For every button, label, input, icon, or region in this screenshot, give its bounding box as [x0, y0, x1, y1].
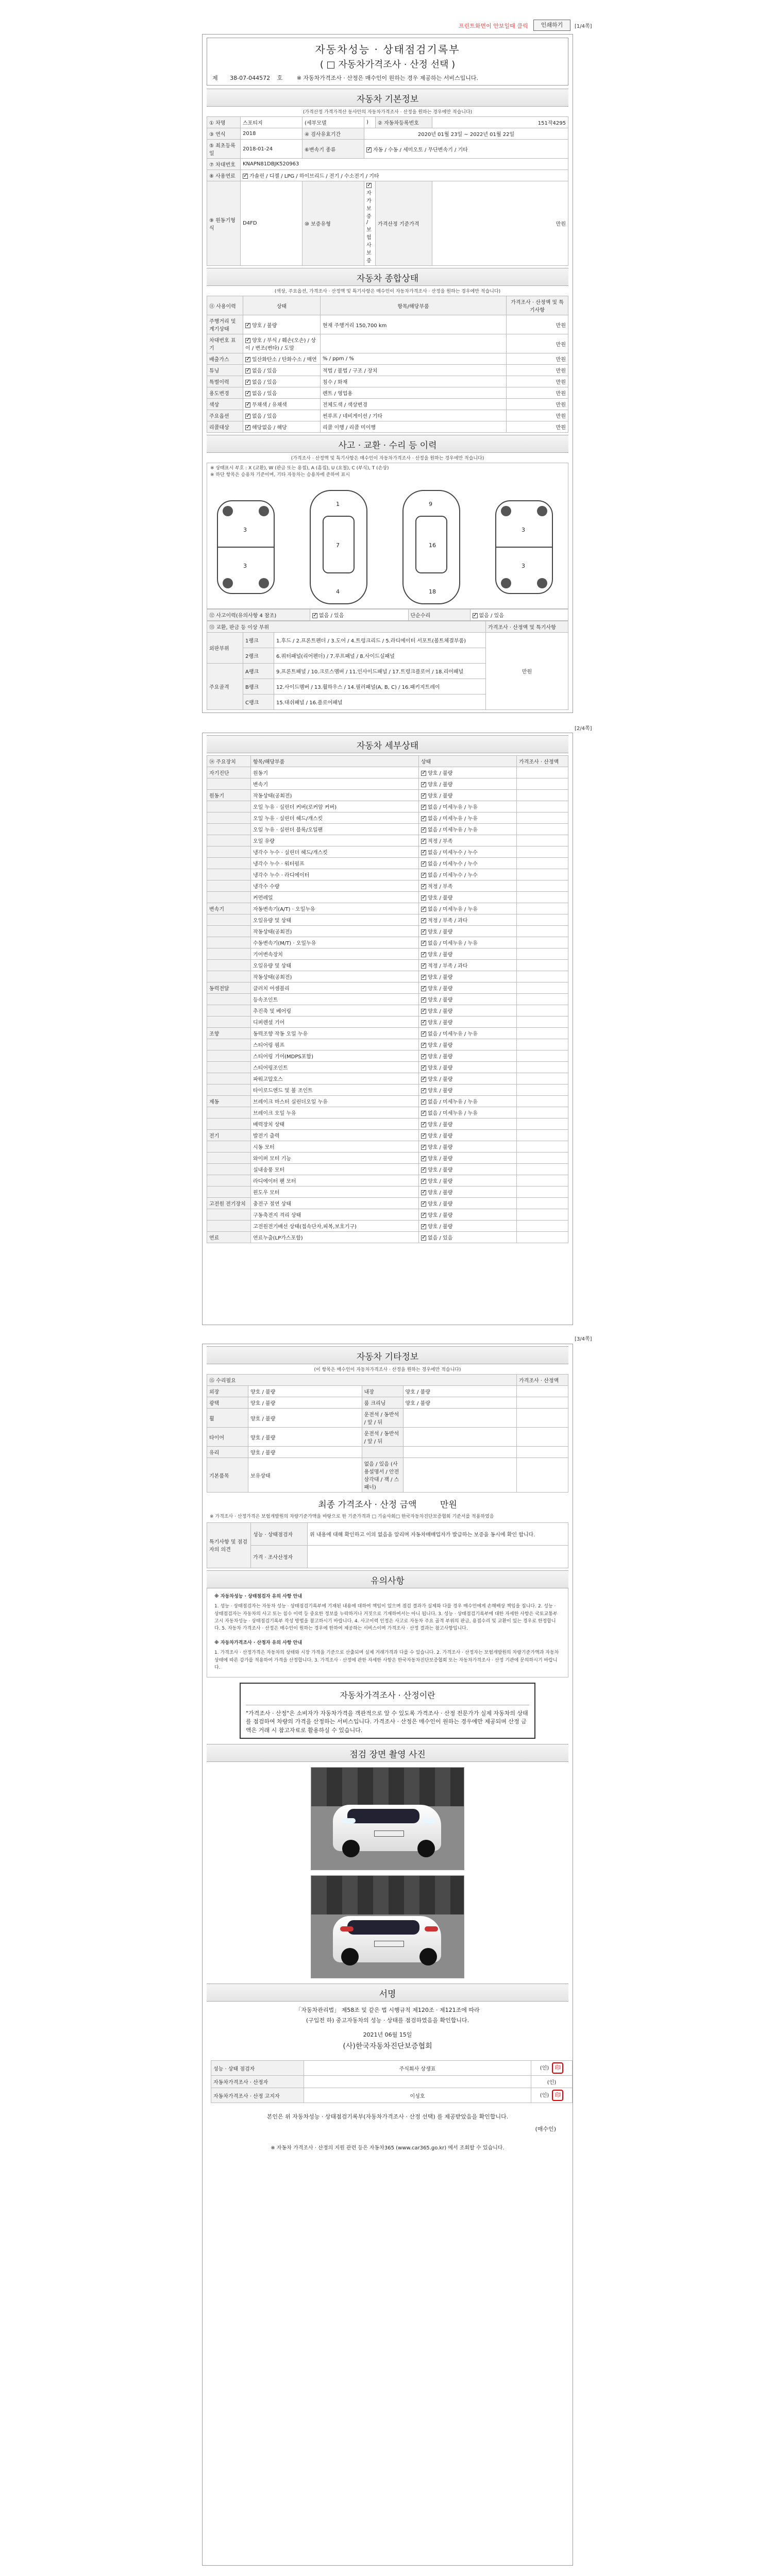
status-row: 차대번호 표기 ✓양호 / 부식 / 훼손(오손) / 상이 / 변조(변타) / 도말 만원 — [207, 334, 568, 353]
detail-state-checkbox[interactable] — [421, 771, 426, 776]
basic-info-table: ① 차명 스포티지 (세부모델 ) ② 자동차등록번호 151작4295 ③ 연식 2018 ④ 검사유효기간 2020년 01월 23일 ~ 2022년 01월 22일 ⑤ 최초등록일 2018-01-24 ⑥변속기 종류 ✓ 자동 / 수동 / 세미오토 / 무단변속기 / 기타 ⑦ 차대번호 KNAPN81DBJK520963 ⑧ 사용연료 ✓ 가솔린 / 디젤 / LPG / 하이브리드 / 전기 / 수소전기 / 기타 ⑨ 원동기형식 D4FD ⑩ 보증유형 ✓자가보증 / 보험사보증 가격산정 기준가격 만원 — [207, 116, 568, 266]
parts-row: 주요골격 A랭크 9.프론트패널 / 10.크로스멤버 / 11.인사이드패널 / 17.트렁크플로어 / 18.리어패널 — [207, 664, 568, 679]
detail-state-checkbox[interactable] — [421, 1088, 426, 1093]
signature-table — [211, 2060, 573, 2103]
parts-row: C랭크 15.대쉬패널 / 16.플로어패널 — [207, 694, 568, 710]
photo-section-title: 점검 장면 촬영 사진 — [207, 1744, 568, 1762]
detail-status-table: ⑭ 주요장치 항목/해당부품 상태 가격조사 · 산정액 자기진단 원동기 ✓ 양호 / 불량 변속기 ✓ 양호 / 불량 원동기 작동상태(공회전) ✓ 양호 / 불량 오일 누유 · 실린더 커버(로커암 커버) ✓ 없음 / 미세누유 / 누유 오일 누유 · 실린더 헤드/개스킷 ✓ 없음 / 미세누유 / 누유 오일 누유 · 실린더 블록/오일팬 ✓ 없음 / 미세누유 / 누유 오일 유량 ✓ 적정 / 부족 냉각수 누수 · 실린더 헤드/개스킷 ✓ 없음 / 미세누수 / 누수 냉각수 누수 · 워터펌프 ✓ 없음 / 미세누수 / 누수 냉각수 누수 · 라디에이터 ✓ 없음 / 미세누수 / 누수 냉각수 수량 ✓ 적정 / 부족 커먼레일 ✓ 양호 / 불량 변속기 자동변속기(A/T) · 오일누유 ✓ 없음 / 미세누유 / 누유 오일유량 및 상태 ✓ 적정 / 부족 / 과다 작동상태(공회전) ✓ 양호 / 불량 수동변속기(M/T) · 오일누유 ✓ 없음 / 미세누유 / 누유 기어변속장치 ✓ 양호 / 불량 오일유량 및 상태 ✓ 적정 / 부족 / 과다 작동상태(공회전) ✓ 양호 / 불량 동력전달 클러치 어셈블리 ✓ 양호 / 불량 등속조인트 ✓ 양호 / 불량 추진축 및 베어링 ✓ 양호 / 불량 디퍼렌셜 기어 ✓ 양호 / 불량 조향 동력조향 작동 오일 누유 ✓ 없음 / 미세누유 / 누유 스티어링 펌프 ✓ 양호 / 불량 스티어링 기어(MDPS포함) ✓ 양호 / 불량 스티어링조인트 ✓ 양호 / 불량 파워고압호스 ✓ 양호 / 불량 타이로드엔드 및 볼 조인트 ✓ 양호 / 불량 제동 브레이크 마스터 실린더오일 누유 ✓ 없음 / 미세누유 / 누유 브레이크 오일 누유 ✓ 없음 / 미세누유 / 누유 배력장치 상태 ✓ 양호 / 불량 전기 발전기 출력 ✓ 양호 / 불량 시동 모터 ✓ 양호 / 불량 와이퍼 모터 기능 ✓ 양호 / 불량 실내송풍 모터 ✓ 양호 / 불량 라디에이터 팬 모터 ✓ 양호 / 불량 윈도우 모터 ✓ 양호 / 불량 고전원 전기장치 충전구 절연 상태 ✓ 양호 / 불량 구동축전지 격리 상태 ✓ 양호 / 불량 고전원전기배선 상태(접속단자,피복,보호기구) ✓ 양호 / 불량 연료 연료누출(LP가스포함) ✓ 없음 / 있음 — [207, 755, 568, 1243]
detail-state-checkbox[interactable] — [421, 1054, 426, 1059]
detail-row: 윈도우 모터 ✓ 양호 / 불량 — [207, 1187, 568, 1198]
svg-text:9: 9 — [429, 501, 432, 508]
document-number: 38-07-044572 — [230, 75, 271, 81]
detail-state-checkbox[interactable] — [421, 1235, 426, 1241]
detail-state-checkbox[interactable] — [421, 861, 426, 867]
document-number-line: 제 38-07-044572 호 ※ 자동차가격조사 · 산정은 매수인이 원하는 경우 제공하는 서비스입니다. — [212, 75, 479, 81]
detail-row: 냉각수 수량 ✓ 적정 / 부족 — [207, 880, 568, 892]
transmission-auto-checkbox[interactable] — [366, 147, 372, 152]
photo-section — [207, 1744, 568, 1978]
accident-section: 사고 · 교환 · 수리 등 이력 (가격조사 · 산정액 및 특기사항은 매수인이 자동차가격조사 · 산정을 원하는 경우에만 적습니다) ※ 상태표시 부호 : X (교환), W (판금 또는 용접), A (흠집), U (요철), C (부식), T (손상) ※ 하단 항목은 승용차 기준이며, 기타 자동차는 승용차에 준하여 표시 3 3 1 7 4 9 16 18 3 3 ⑫ 사고이력(유의사항 4 참조) ✓ 없음 / 있음 단순수리 ✓ 없음 / 있음 ⑬ 교환, 판금 등 이상 부위 가격조사 · 산정액 및 특기사항 외판부위 1랭크 1.후드 / 2.프론트펜더 / 3.도어 / 4.트렁크리드 / 5.라디에이터 서포트(볼트체결부품) 만원 2랭크 6.쿼터패널(리어펜더) / 7.루프패널 / 8.사이드실패널 주요골격 A랭크 9.프론트패널 / 10.크로스멤버 / 11.인사이드패널 / 17.트렁크플로어 / 18.리어패널 B랭크 12.사이드멤버 / 13.휠하우스 / 14.필러패널(A, B, C) / 16.패키지트레이 C랭크 15.대쉬패널 / 16.플로어패널 — [207, 435, 568, 710]
detail-row: 고전원 전기장치 충전구 절연 상태 ✓ 양호 / 불량 — [207, 1198, 568, 1209]
detail-row: 배력장치 상태 ✓ 양호 / 불량 — [207, 1118, 568, 1130]
parts-row: B랭크 12.사이드멤버 / 13.휠하우스 / 14.필러패널(A, B, C) / 16.패키지트레이 — [207, 679, 568, 694]
detail-state-checkbox[interactable] — [421, 1145, 426, 1150]
detail-state-checkbox[interactable] — [421, 986, 426, 991]
detail-row: 제동 브레이크 마스터 실린더오일 누유 ✓ 없음 / 미세누유 / 누유 — [207, 1096, 568, 1107]
detail-row: 냉각수 누수 · 라디에이터 ✓ 없음 / 미세누수 / 누수 — [207, 869, 568, 880]
svg-text:3: 3 — [243, 527, 247, 534]
status-label: 특별이력 — [207, 376, 243, 387]
other-info-title: 자동차 기타정보 — [207, 1346, 568, 1364]
detail-row: 원동기 작동상태(공회전) ✓ 양호 / 불량 — [207, 790, 568, 801]
status-checkbox[interactable] — [245, 338, 250, 343]
detail-row: 오일유량 및 상태 ✓ 적정 / 부족 / 과다 — [207, 914, 568, 926]
status-row: 주행거리 및 계기상태 ✓양호 / 불량 현재 주행거리 150,700 km 만원 — [207, 315, 568, 334]
special-notes-table: 특기사항 및 점검자의 의견 성능 · 상태점검자 위 내용에 대해 확인하고 이의 없음을 알리며 자동차매매업자가 발급하는 보증을 동시에 확인 합니다. 가격 · 조사산정자 — [207, 1522, 568, 1568]
other-info-table: ⑮ 수리필요 가격조사 · 산정액 외장 양호 / 불량 내장 양호 / 불량 광택 양호 / 불량 룸 크리닝 양호 / 불량 휠 양호 / 불량 운전석 / 동반석 / 앞 / 뒤 타이어 양호 / 불량 운전석 / 동반석 / 앞 / 뒤 유리 양호 / 불량 기본품목 보유상태 없음 / 있음 (사용설명서 / 안전삼각대 / 잭 / 스패너) — [207, 1374, 568, 1493]
detail-state-checkbox[interactable] — [421, 941, 426, 946]
detail-row: 변속기 ✓ 양호 / 불량 — [207, 778, 568, 790]
detail-state-checkbox[interactable] — [421, 1077, 426, 1082]
status-row: 리콜대상 ✓ 해당없음 / 해당 리콜 이행 / 리콜 미이행 만원 — [207, 421, 568, 433]
detail-state-checkbox[interactable] — [421, 1156, 426, 1161]
registration-number: 151작4295 — [432, 117, 568, 128]
svg-text:3: 3 — [522, 563, 525, 570]
other-row: 외장 양호 / 불량 내장 양호 / 불량 — [207, 1386, 568, 1397]
svg-text:4: 4 — [336, 588, 340, 596]
detail-row: 수동변속기(M/T) · 오일누유 ✓ 없음 / 미세누유 / 누유 — [207, 937, 568, 948]
status-checkbox[interactable] — [245, 391, 250, 396]
signature-section: 서명 「자동차관리법」 제58조 및 같은 법 시행규칙 제120조 · 제121조에 따라 (구입전 하) 중고자동차의 성능 · 상태를 점검하였음을 확인합니다. 2021년 06월 15일 (사)한국자동차진단보증협회 성능 · 상태 점검자 주식회사 상생표 (인) 印 자동차가격조사 · 산정자 (인) 자동차가격조사 · 산정 고지자 이성호 (인) 印 본인은 위 자동차성능 · 상태점검기록부(자동차가격조사 · 산정 선택) 를 제공받았음을 확인합니다. (매수인) ※ 자동차 가격조사 · 산정의 지원 관련 등은 자동차365 (www.car365.go.kr) 에서 조회할 수 있습니다. — [207, 1984, 568, 2154]
page-number: [1/4쪽] — [575, 24, 592, 29]
detail-state-checkbox[interactable] — [421, 782, 426, 787]
car-outline-diagram — [207, 480, 569, 608]
basic-info-subtitle: (가격산정 가격가격산 동사안의 자동차가격조사 · 산정을 원하는 경우에만 적습니다) — [303, 110, 473, 115]
document-title: 자동차성능 · 상태점검기록부 — [315, 43, 460, 56]
signature-title: 서명 — [207, 1984, 568, 2002]
final-price-value: 만원 — [440, 1500, 457, 1510]
status-checkbox[interactable] — [245, 425, 250, 430]
association-name: (사)한국자동차진단보증협회 — [343, 2042, 432, 2051]
other-row: 휠 양호 / 불량 운전석 / 동반석 / 앞 / 뒤 — [207, 1409, 568, 1428]
other-row: 광택 양호 / 불량 룸 크리닝 양호 / 불량 — [207, 1397, 568, 1409]
detail-row: 작동상태(공회전) ✓ 양호 / 불량 — [207, 971, 568, 982]
status-row: 특별이력 ✓ 없음 / 있음 침수 / 화재 만원 — [207, 376, 568, 387]
status-row: 색상 ✓ 무채색 / 유채색 전체도색 / 색상변경 만원 — [207, 399, 568, 410]
inspection-photo-rear — [311, 1875, 464, 1978]
overall-status-table: ⑪ 사용이력 상태 항목/해당부품 가격조사 · 산정액 및 특기사항 주행거리 및 계기상태 ✓양호 / 불량 현재 주행거리 150,700 km 만원 차대번호 표기 ✓양호 / 부식 / 훼손(오손) / 상이 / 변조(변타) / 도말 만원 배출가스 ✓ 일산화탄소 / 탄화수소 / 매연 % / ppm / % 만원 튜닝 ✓ 없음 / 있음 적법 / 불법 / 구조 / 장치 만원 특별이력 ✓ 없음 / 있음 침수 / 화재 만원 용도변경 ✓ 없음 / 있음 렌트 / 영업용 만원 색상 ✓ 무채색 / 유채색 전체도색 / 색상변경 만원 주요옵션 ✓ 없음 / 있음 썬루프 / 네비게이션 / 기타 만원 리콜대상 ✓ 해당없음 / 해당 리콜 이행 / 리콜 미이행 만원 — [207, 296, 568, 433]
detail-row: 오일 누유 · 실린더 블록/오일팬 ✓ 없음 / 미세누유 / 누유 — [207, 824, 568, 835]
detail-row: 기어변속장치 ✓ 양호 / 불량 — [207, 948, 568, 960]
detail-state-checkbox[interactable] — [421, 839, 426, 844]
other-row: 유리 양호 / 불량 — [207, 1447, 568, 1458]
detail-state-checkbox[interactable] — [421, 850, 426, 855]
detail-state-checkbox[interactable] — [421, 1133, 426, 1139]
page-1 — [202, 34, 573, 713]
detail-state-checkbox[interactable] — [421, 1031, 426, 1037]
status-checkbox[interactable] — [245, 323, 250, 328]
detail-state-checkbox[interactable] — [421, 827, 426, 833]
detail-row: 작동상태(공회전) ✓ 양호 / 불량 — [207, 926, 568, 937]
detail-state-checkbox[interactable] — [421, 1009, 426, 1014]
inspection-validity: 2020년 01월 23일 ~ 2022년 01월 22일 — [364, 128, 568, 140]
detail-row: 스티어링조인트 ✓ 양호 / 불량 — [207, 1062, 568, 1073]
print-help-notice[interactable]: 프린트화면이 안보일때 클릭 — [459, 23, 528, 29]
detail-state-checkbox[interactable] — [421, 805, 426, 810]
detail-row: 오일유량 및 상태 ✓ 적정 / 부족 / 과다 — [207, 960, 568, 971]
status-label: 리콜대상 — [207, 421, 243, 433]
print-button[interactable]: 인쇄하기 — [533, 20, 570, 31]
detail-state-checkbox[interactable] — [421, 873, 426, 878]
detail-row: 전기 발전기 출력 ✓ 양호 / 불량 — [207, 1130, 568, 1141]
top-bar — [0, 19, 773, 34]
svg-text:3: 3 — [243, 563, 247, 570]
detail-row: 스티어링 펌프 ✓ 양호 / 불량 — [207, 1039, 568, 1050]
page-2-number: [2/4쪽] — [575, 726, 592, 732]
detail-state-checkbox[interactable] — [421, 1167, 426, 1173]
accident-summary-table: ⑫ 사고이력(유의사항 4 참조) ✓ 없음 / 있음 단순수리 ✓ 없음 / 있음 — [207, 609, 568, 621]
detail-state-checkbox[interactable] — [421, 907, 426, 912]
svg-text:16: 16 — [429, 542, 436, 549]
vin: KNAPN81DBJK520963 — [241, 159, 568, 170]
detail-row: 파워고압호스 ✓ 양호 / 불량 — [207, 1073, 568, 1084]
parts-row: 외판부위 1랭크 1.후드 / 2.프론트펜더 / 3.도어 / 4.트렁크리드 / 5.라디에이터 서포트(볼트체결부품) 만원 — [207, 633, 568, 648]
detail-state-checkbox[interactable] — [421, 929, 426, 935]
status-checkbox[interactable] — [245, 380, 250, 385]
detail-row: 등속조인트 ✓ 양호 / 불량 — [207, 994, 568, 1005]
status-label: 색상 — [207, 399, 243, 410]
svg-text:1: 1 — [336, 501, 340, 508]
detail-row: 자기진단 원동기 ✓ 양호 / 불량 — [207, 767, 568, 778]
detail-row: 고전원전기배선 상태(접속단자,피복,보호기구) ✓ 양호 / 불량 — [207, 1221, 568, 1232]
page-2 — [202, 733, 573, 1325]
detail-row: 와이퍼 모터 기능 ✓ 양호 / 불량 — [207, 1153, 568, 1164]
detail-row: 오일 유량 ✓ 적정 / 부족 — [207, 835, 568, 846]
repair-none-checkbox[interactable] — [473, 613, 478, 618]
status-label: 주요옵션 — [207, 410, 243, 421]
svg-text:18: 18 — [429, 588, 436, 596]
red-seal-stamp: 印 — [552, 2062, 563, 2074]
detail-row: 실내송풍 모터 ✓ 양호 / 불량 — [207, 1164, 568, 1175]
detail-row: 브레이크 오일 누유 ✓ 없음 / 미세누유 / 누유 — [207, 1107, 568, 1118]
detail-row: 오일 누유 · 실린더 헤드/개스킷 ✓ 없음 / 미세누유 / 누유 — [207, 812, 568, 824]
basic-info-section — [207, 89, 568, 266]
detail-row: 오일 누유 · 실린더 커버(로커암 커버) ✓ 없음 / 미세누유 / 누유 — [207, 801, 568, 812]
detail-state-checkbox[interactable] — [421, 963, 426, 969]
status-label: 주행거리 및 계기상태 — [207, 315, 243, 334]
detail-state-checkbox[interactable] — [421, 997, 426, 1003]
detail-state-checkbox[interactable] — [421, 918, 426, 923]
detail-row: 디퍼렌셜 기어 ✓ 양호 / 불량 — [207, 1016, 568, 1028]
service-warning: ※ 자동차가격조사 · 산정은 매수인이 원하는 경우 제공하는 서비스입니다. — [296, 75, 479, 81]
red-seal-stamp: 印 — [552, 2090, 563, 2101]
overall-status-title: 자동차 종합상태 — [207, 268, 568, 286]
detail-state-checkbox[interactable] — [421, 1111, 426, 1116]
detail-state-checkbox[interactable] — [421, 975, 426, 980]
detail-state-checkbox[interactable] — [421, 1190, 426, 1195]
notice-section: 유의사항 ※ 자동차성능 · 상태점검자 유의 사항 안내 1. 성능 · 상태점검자는 자동차 성능 · 상태점검기록부에 기재된 내용에 대하여 책임이 있으며 점검 결과가 실제와 다를 경우 매수인에게 손해배상 책임을 집니다. 2. 성능 · 상태점검자는 자동차의 사고 또는 침수 이력 등 중요한 정보를 누락하거나 거짓으로 기재하여서는 아니 됩니다. 3. 성능 · 상태점검기록부에 대한 자세한 사항은 국토교통부 고시 자동차성능 · 상태점검기록부 작성 방법을 참고하시기 바랍니다. 4. 사고이력 인정은 사고로 자동차 주요 골격 부위의 판금, 용접수리 및 교환이 있는 경우로 한정합니다. 5. 자동차 가격조사 · 산정은 매수인이 원하는 경우에 한하여 제공하는 서비스이며 가격조사 · 산정 결과는 참고사항입니다. ※ 자동차가격조사 · 산정자 유의 사항 안내 1. 가격조사 · 산정가격은 자동차의 상태와 시장 가격을 기준으로 산출되며 실제 거래가격과 다를 수 있습니다. 2. 가격조사 · 산정자는 보험개발원의 차량기준가액과 자동차 상태에 따른 감가를 적용하여 가격을 산정합니다. 3. 가격조사 · 산정에 관한 자세한 사항은 한국자동차진단보증협회 또는 자동차가격조사 · 산정 기관에 문의하시기 바랍니다. — [207, 1570, 568, 1677]
detail-state-checkbox[interactable] — [421, 1213, 426, 1218]
page-3: 자동차 기타정보 (이 항목은 매수인이 자동차가격조사 · 산정을 원하는 경우에만 적습니다) ⑮ 수리필요 가격조사 · 산정액 외장 양호 / 불량 내장 양호 / 불량 광택 양호 / 불량 룸 크리닝 양호 / 불량 휠 양호 / 불량 운전석 / 동반석 / 앞 / 뒤 타이어 양호 / 불량 운전석 / 동반석 / 앞 / 뒤 유리 양호 / 불량 기본품목 보유상태 없음 / 있음 (사용설명서 / 안전삼각대 / 잭 / 스패너) 최종 가격조사 · 산정 금액 만원 ※ 가격조사 · 산정가격은 보험개발원의 차량기준가액을 바탕으로 한 기준가격과 □ 기술사회□ 한국자동차진단보증협회 기준서를 적용하였음 특기사항 및 점검자의 의견 성능 · 상태점검자 위 내용에 대해 확인하고 이의 없음을 알리며 자동차매매업자가 발급하는 보증을 동시에 확인 합니다. 가격 · 조사산정자 유의사항 ※ 자동차성능 · 상태점검자 유의 사항 안내 1. 성능 · 상태점검자는 자동차 성능 · 상태점검기록부에 기재된 내용에 대하여 책임이 있으며 점검 결과가 실제와 다를 경우 매수인에게 손해배상 책임을 집니다. 2. 성능 · 상태점검자는 자동차의 사고 또는 침수 이력 등 중요한 정보를 누락하거나 거짓으로 기재하여서는 아니 됩니다. 3. 성능 · 상태점검기록부에 대한 자세한 사항은 국토교통부 고시 자동차성능 · 상태점검기록부 작성 방법을 참고하시기 바랍니다. 4. 사고이력 인정은 사고로 자동차 주요 골격 부위의 판금, 용접수리 및 교환이 있는 경우로 한정합니다. 5. 자동차 가격조사 · 산정은 매수인이 원하는 경우에 한하여 제공하는 서비스이며 가격조사 · 산정 결과는 참고사항입니다. ※ 자동차가격조사 · 산정자 유의 사항 안내 1. 가격조사 · 산정가격은 자동차의 상태와 시장 가격을 기준으로 산출되며 실제 거래가격과 다를 수 있습니다. 2. 가격조사 · 산정자는 보험개발원의 차량기준가액과 자동차 상태에 따른 감가를 적용하여 가격을 산정합니다. 3. 가격조사 · 산정에 관한 자세한 사항은 한국자동차진단보증협회 또는 자동차가격조사 · 산정 기관에 문의하시기 바랍니다. 자동차가격조사 · 산정이란 "가격조사 · 산정"은 소비자가 자동차가격을 객관적으로 알 수 있도록 가격조사 · 산정 전문가가 실제 자동차의 상태를 점검하여 차량의 가격을 산정하는 서비스입니다. 가격조사 · 산정은 매수인이 원하는 경우에만 제공되며 산정 금액은 거래 시 참고자료로 활용하실 수 있습니다. 점검 장면 촬영 사진 서명 「자동차관리법」 제58조 및 같은 법 시행규칙 제120조 · 제121조에 따라 (구입전 하) 중고자동차의 성능 · 상태를 점검하였음을 확인합니다. 2021년 06월 15일 (사)한국자동차진단보증협회 성능 · 상태 점검자 주식회사 상생표 (인) 印 자동차가격조사 · 산정자 (인) 자동차가격조사 · 산정 고지자 이성호 (인) 印 본인은 위 자동차성능 · 상태점검기록부(자동차가격조사 · 산정 선택) 를 제공받았음을 확인합니다. (매수인) ※ 자동차 가격조사 · 산정의 지원 관련 등은 자동차365 (www.car365.go.kr) 에서 조회할 수 있습니다. — [202, 1344, 573, 2566]
detail-row: 냉각수 누수 · 워터펌프 ✓ 없음 / 미세누수 / 누수 — [207, 858, 568, 869]
signature-row: 자동차가격조사 · 산정자 (인) — [211, 2076, 573, 2088]
detail-state-checkbox[interactable] — [421, 1201, 426, 1207]
detail-row: 동력전달 클러치 어셈블리 ✓ 양호 / 불량 — [207, 982, 568, 994]
accident-none-checkbox[interactable] — [312, 613, 317, 618]
detail-row: 변속기 자동변속기(A/T) · 오일누유 ✓ 없음 / 미세누유 / 누유 — [207, 903, 568, 914]
detail-row: 구동축전지 격리 상태 ✓ 양호 / 불량 — [207, 1209, 568, 1221]
detail-row: 추진축 및 베어링 ✓ 양호 / 불량 — [207, 1005, 568, 1016]
detail-row: 조향 동력조향 작동 오일 누유 ✓ 없음 / 미세누유 / 누유 — [207, 1028, 568, 1039]
detail-row: 커먼레일 ✓ 양호 / 불량 — [207, 892, 568, 903]
final-price-title: 최종 가격조사 · 산정 금액 만원 — [207, 1495, 568, 1512]
status-row: 튜닝 ✓ 없음 / 있음 적법 / 불법 / 구조 / 장치 만원 — [207, 365, 568, 376]
accident-title: 사고 · 교환 · 수리 등 이력 — [207, 435, 568, 453]
svg-text:7: 7 — [336, 542, 340, 549]
detail-row: 스티어링 기어(MDPS포함) ✓ 양호 / 불량 — [207, 1050, 568, 1062]
svg-text:3: 3 — [522, 527, 525, 534]
page-3-number: [3/4쪽] — [575, 1336, 592, 1342]
status-label: 배출가스 — [207, 353, 243, 365]
signature-date: 2021년 06월 15일 — [363, 2031, 412, 2039]
detail-state-checkbox[interactable] — [421, 1099, 426, 1105]
fuel-diesel-checkbox[interactable] — [243, 174, 248, 179]
detail-row: 냉각수 누수 · 실린더 헤드/개스킷 ✓ 없음 / 미세누수 / 누수 — [207, 846, 568, 858]
basic-info-title: 자동차 기본정보 — [207, 89, 568, 107]
detail-state-checkbox[interactable] — [421, 816, 426, 821]
detail-state-checkbox[interactable] — [421, 1122, 426, 1127]
detail-row: 시동 모터 ✓ 양호 / 불량 — [207, 1141, 568, 1153]
overall-status-section: 자동차 종합상태 (색상, 주요옵션, 가격조사 · 산정액 및 특기사항은 매수인이 자동차가격조사 · 산정을 원하는 경우에만 적습니다) ⑪ 사용이력 상태 항목/해당부품 가격조사 · 산정액 및 특기사항 주행거리 및 계기상태 ✓양호 / 불량 현재 주행거리 150,700 km 만원 차대번호 표기 ✓양호 / 부식 / 훼손(오손) / 상이 / 변조(변타) / 도말 만원 배출가스 ✓ 일산화탄소 / 탄화수소 / 매연 % / ppm / % 만원 튜닝 ✓ 없음 / 있음 적법 / 불법 / 구조 / 장치 만원 특별이력 ✓ 없음 / 있음 침수 / 화재 만원 용도변경 ✓ 없음 / 있음 렌트 / 영업용 만원 색상 ✓ 무채색 / 유채색 전체도색 / 색상변경 만원 주요옵션 ✓ 없음 / 있음 썬루프 / 네비게이션 / 기타 만원 리콜대상 ✓ 해당없음 / 해당 리콜 이행 / 리콜 미이행 만원 — [207, 268, 568, 433]
other-row: 기본품목 보유상태 없음 / 있음 (사용설명서 / 안전삼각대 / 잭 / 스패너) — [207, 1458, 568, 1493]
parts-row: 2랭크 6.쿼터패널(리어펜더) / 7.루프패널 / 8.사이드실패널 — [207, 648, 568, 664]
price-service-info-box: 자동차가격조사 · 산정이란 "가격조사 · 산정"은 소비자가 자동차가격을 객관적으로 알 수 있도록 가격조사 · 산정 전문가가 실제 자동차의 상태를 점검하여 차량의 가격을 산정하는 서비스입니다. 가격조사 · 산정은 매수인이 원하는 경우에만 제공되며 산정 금액은 거래 시 참고자료로 활용하실 수 있습니다. — [240, 1683, 535, 1739]
car-diagram — [207, 480, 568, 609]
detail-state-checkbox[interactable] — [421, 1065, 426, 1071]
detail-state-checkbox[interactable] — [421, 895, 426, 901]
signature-row: 성능 · 상태 점검자 주식회사 상생표 (인) 印 — [211, 2061, 573, 2076]
detail-row: 타이로드엔드 및 볼 조인트 ✓ 양호 / 불량 — [207, 1084, 568, 1096]
detail-state-checkbox[interactable] — [421, 1179, 426, 1184]
status-label: 튜닝 — [207, 365, 243, 376]
status-label: 용도변경 — [207, 387, 243, 399]
status-checkbox[interactable] — [245, 368, 250, 374]
parts-table: ⑬ 교환, 판금 등 이상 부위 가격조사 · 산정액 및 특기사항 외판부위 1랭크 1.후드 / 2.프론트펜더 / 3.도어 / 4.트렁크리드 / 5.라디에이터 서포트(볼트체결부품) 만원 2랭크 6.쿼터패널(리어펜더) / 7.루프패널 / 8.사이드실패널 주요골격 A랭크 9.프론트패널 / 10.크로스멤버 / 11.인사이드패널 / 17.트렁크플로어 / 18.리어패널 B랭크 12.사이드멤버 / 13.휠하우스 / 14.필러패널(A, B, C) / 16.패키지트레이 C랭크 15.대쉬패널 / 16.플로어패널 — [207, 621, 568, 710]
status-row: 배출가스 ✓ 일산화탄소 / 탄화수소 / 매연 % / ppm / % 만원 — [207, 353, 568, 365]
status-label: 차대번호 표기 — [207, 334, 243, 353]
document-header — [207, 38, 568, 86]
detail-row: 연료 연료누출(LP가스포함) ✓ 없음 / 있음 — [207, 1232, 568, 1243]
detail-state-checkbox[interactable] — [421, 952, 426, 957]
status-row: 주요옵션 ✓ 없음 / 있음 썬루프 / 네비게이션 / 기타 만원 — [207, 410, 568, 421]
detail-state-checkbox[interactable] — [421, 1043, 426, 1048]
detail-state-checkbox[interactable] — [421, 1224, 426, 1229]
detail-row: 라디에이터 팬 모터 ✓ 양호 / 불량 — [207, 1175, 568, 1187]
final-price-section: 최종 가격조사 · 산정 금액 만원 ※ 가격조사 · 산정가격은 보험개발원의 차량기준가액을 바탕으로 한 기준가격과 □ 기술사회□ 한국자동차진단보증협회 기준서를 적용하였음 특기사항 및 점검자의 의견 성능 · 상태점검자 위 내용에 대해 확인하고 이의 없음을 알리며 자동차매매업자가 발급하는 보증을 동시에 확인 합니다. 가격 · 조사산정자 — [207, 1495, 568, 1568]
status-checkbox[interactable] — [245, 357, 250, 362]
detail-status-title: 자동차 세부상태 — [207, 735, 568, 753]
inspection-photo-front — [311, 1767, 464, 1870]
detail-state-checkbox[interactable] — [421, 793, 426, 799]
warranty-checkbox[interactable] — [366, 183, 372, 188]
detail-state-checkbox[interactable] — [421, 884, 426, 889]
signature-row: 자동차가격조사 · 산정 고지자 이성호 (인) 印 — [211, 2088, 573, 2103]
notice-title: 유의사항 — [207, 1570, 568, 1588]
other-row: 타이어 양호 / 불량 운전석 / 동반석 / 앞 / 뒤 — [207, 1428, 568, 1447]
detail-state-checkbox[interactable] — [421, 1020, 426, 1025]
document-subtitle: ( □ 자동차가격조사 · 산정 선택 ) — [320, 59, 456, 70]
status-checkbox[interactable] — [245, 402, 250, 408]
status-checkbox[interactable] — [245, 414, 250, 419]
status-row: 용도변경 ✓ 없음 / 있음 렌트 / 영업용 만원 — [207, 387, 568, 399]
